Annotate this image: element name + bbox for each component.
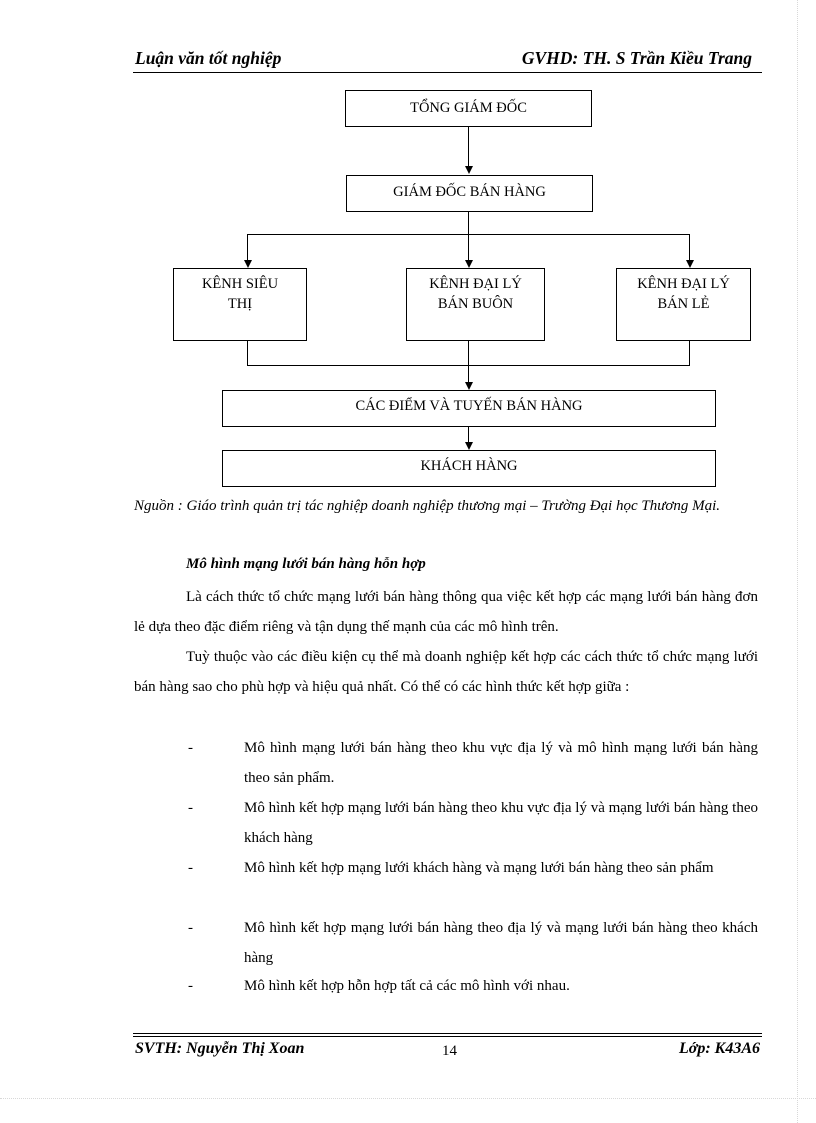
header-left: Luận văn tốt nghiệp	[135, 48, 282, 68]
connector	[247, 234, 248, 261]
footer-rule	[133, 1033, 762, 1034]
connector	[468, 427, 469, 443]
arrow	[465, 260, 473, 268]
box-ceo	[345, 90, 592, 127]
box-retail-line1: KÊNH ĐẠI LÝ	[637, 276, 730, 292]
box-retail-line2: BÁN LẺ	[657, 296, 710, 312]
connector	[468, 212, 469, 235]
box-supermarket-channel	[173, 268, 307, 341]
connector	[468, 127, 469, 167]
arrow	[465, 442, 473, 450]
page-number: 14	[442, 1043, 457, 1059]
arrow	[465, 166, 473, 174]
list-item-text: Mô hình kết hợp mạng lưới khách hàng và mạng lưới bán hàng theo sản phẩm	[244, 860, 714, 876]
box-wholesale-channel	[406, 268, 545, 341]
section-title: Mô hình mạng lưới bán hàng hỗn hợp	[186, 556, 426, 572]
paragraph-1: Là cách thức tổ chức mạng lưới bán hàng thông qua việc kết hợp các mạng lưới bán hàng đơn lẻ dựa theo đặc điểm riêng và tận dụng thế mạnh của các mô hình trên.	[134, 589, 758, 635]
header-rule	[133, 72, 762, 73]
arrow	[686, 260, 694, 268]
page-guide	[0, 1098, 816, 1099]
box-ceo-label: TỔNG GIÁM ĐỐC	[410, 100, 527, 116]
box-wholesale-line2: BÁN BUÔN	[437, 296, 514, 312]
source-note: Nguồn : Giáo trình quản trị tác nghiệp doanh nghiệp thương mại – Trường Đại học Thương Mại.	[134, 498, 721, 514]
box-customers	[222, 450, 716, 487]
list-marker: -	[188, 860, 193, 876]
connector	[247, 341, 248, 366]
list-marker: -	[188, 978, 193, 994]
header-right: GVHD: TH. S Trần Kiều Trang	[521, 48, 752, 68]
list-item-text: Mô hình kết hợp mạng lưới bán hàng theo khu vực địa lý và mạng lưới bán hàng theo khách hàng	[244, 800, 758, 846]
list-marker: -	[188, 920, 193, 936]
box-sales-director-label: GIÁM ĐỐC BÁN HÀNG	[393, 184, 546, 200]
list-item-text: Mô hình kết hợp mạng lưới bán hàng theo địa lý và mạng lưới bán hàng theo khách hàng	[244, 920, 758, 966]
box-sales-points-label: CÁC ĐIỂM VÀ TUYẾN BÁN HÀNG	[355, 398, 583, 414]
box-supermarket-line1: KÊNH SIÊU	[201, 276, 279, 292]
list-marker: -	[188, 740, 193, 756]
box-wholesale-line1: KÊNH ĐẠI LÝ	[429, 276, 522, 292]
list-item-text: Mô hình mạng lưới bán hàng theo khu vực địa lý và mô hình mạng lưới bán hàng theo sản phẩm.	[244, 740, 758, 786]
connector	[247, 365, 690, 366]
connector	[468, 341, 469, 383]
footer-right: Lớp: K43A6	[678, 1040, 760, 1057]
paragraph-2: Tuỳ thuộc vào các điều kiện cụ thể mà doanh nghiệp kết hợp các cách thức tổ chức mạng lưới bán hàng sao cho phù hợp và hiệu quả nhất. Có thể có các hình thức kết hợp giữa :	[134, 649, 758, 695]
page-guide	[797, 0, 798, 1123]
arrow	[244, 260, 252, 268]
footer-rule	[133, 1036, 762, 1037]
box-sales-director	[346, 175, 593, 212]
connector	[468, 234, 469, 261]
connector	[689, 341, 690, 366]
connector	[689, 234, 690, 261]
box-customers-label: KHÁCH HÀNG	[420, 458, 518, 474]
list-marker: -	[188, 800, 193, 816]
box-supermarket-line2: THỊ	[227, 296, 253, 312]
list-item-text: Mô hình kết hợp hỗn hợp tất cả các mô hình với nhau.	[244, 978, 570, 994]
box-sales-points	[222, 390, 716, 427]
arrow	[465, 382, 473, 390]
footer-left: SVTH: Nguyễn Thị Xoan	[135, 1040, 305, 1057]
box-retail-channel	[616, 268, 751, 341]
